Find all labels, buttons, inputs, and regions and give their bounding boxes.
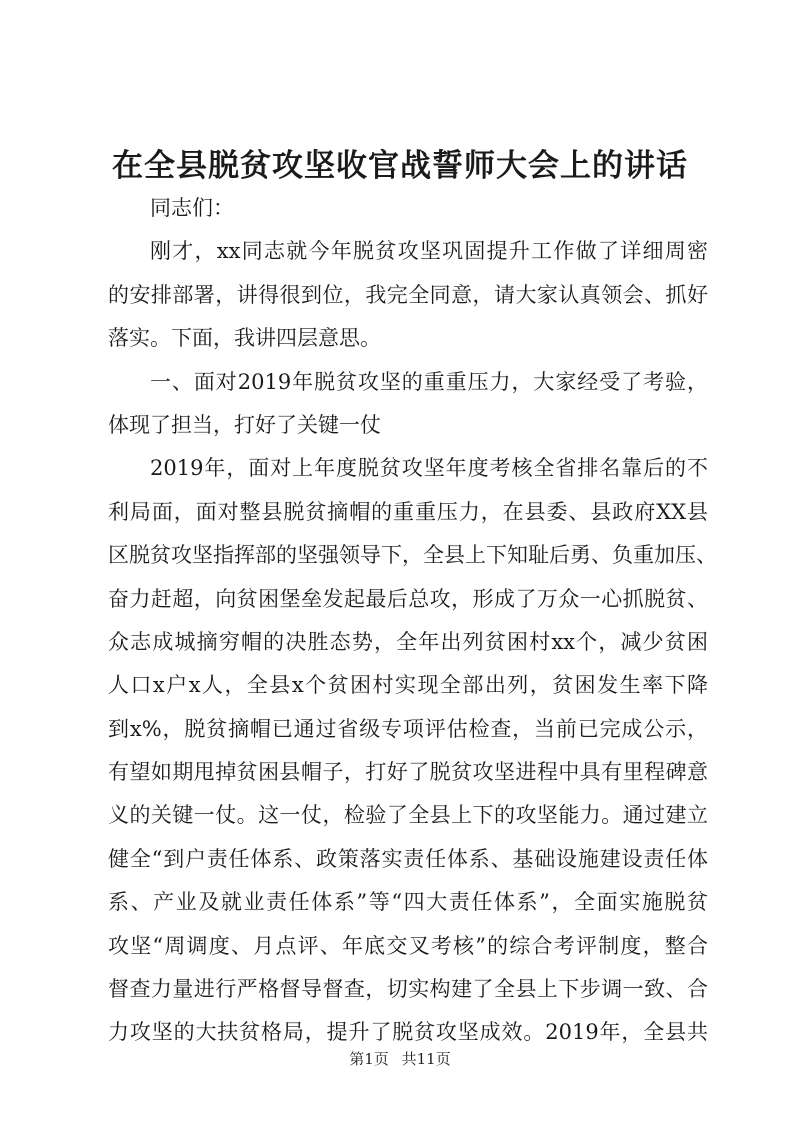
paragraph-line: 力攻坚的大扶贫格局，提升了脱贫攻坚成效。2019年，全县共 (108, 1020, 708, 1045)
paragraph-line: 义的关键一仗。这一仗，检验了全县上下的攻坚能力。通过建立 (108, 803, 708, 828)
section-heading-line: 体现了担当，打好了关键一仗 (108, 412, 381, 437)
paragraph-line: 的安排部署，讲得很到位，我完全同意，请大家认真领会、抓好 (108, 282, 708, 307)
paragraph-line: 人口x户x人，全县x个贫困村实现全部出列，贫困发生率下降 (108, 673, 708, 698)
paragraph-line: 到x%，脱贫摘帽已通过省级专项评估检查，当前已完成公示， (108, 716, 708, 741)
paragraph-line: 区脱贫攻坚指挥部的坚强领导下，全县上下知耻后勇、负重加压、 (108, 543, 717, 568)
paragraph-line: 攻坚“周调度、月点评、年底交叉考核”的综合考评制度，整合 (108, 933, 708, 958)
paragraph-line: 利局面，面对整县脱贫摘帽的重重压力，在县委、县政府XX县 (108, 499, 708, 524)
paragraph-line: 有望如期甩掉贫困县帽子，打好了脱贫攻坚进程中具有里程碑意 (108, 760, 708, 785)
section-heading-line: 一、面对2019年脱贫攻坚的重重压力，大家经受了考验， (150, 369, 708, 394)
paragraph-line: 众志成城摘穷帽的决胜态势，全年出列贫困村xx个，减少贫困 (108, 629, 708, 654)
paragraph-line: 健全“到户责任体系、政策落实责任体系、基础设施建设责任体 (108, 846, 708, 871)
document-body (108, 187, 717, 1055)
paragraph-line: 系、产业及就业责任体系”等“四大责任体系”，全面实施脱贫 (108, 890, 708, 915)
paragraph-line: 刚才，xx同志就今年脱贫攻坚巩固提升工作做了详细周密 (150, 239, 708, 264)
page-number: 第1页 (349, 1050, 389, 1068)
document-title: 在全县脱贫攻坚收官战誓师大会上的讲话 (112, 148, 688, 184)
paragraph-line: 督查力量进行严格督导督查，切实构建了全县上下步调一致、合 (108, 977, 708, 1002)
page-footer (0, 1048, 800, 1069)
paragraph-line: 奋力赶超，向贫困堡垒发起最后总攻，形成了万众一心抓脱贫、 (108, 586, 708, 611)
paragraph-line: 同志们： (150, 196, 234, 220)
page-total: 共11页 (401, 1050, 451, 1068)
paragraph-line: 2019年，面对上年度脱贫攻坚年度考核全省排名靠后的不 (150, 456, 708, 481)
paragraph-line: 落实。下面，我讲四层意思。 (108, 326, 381, 351)
